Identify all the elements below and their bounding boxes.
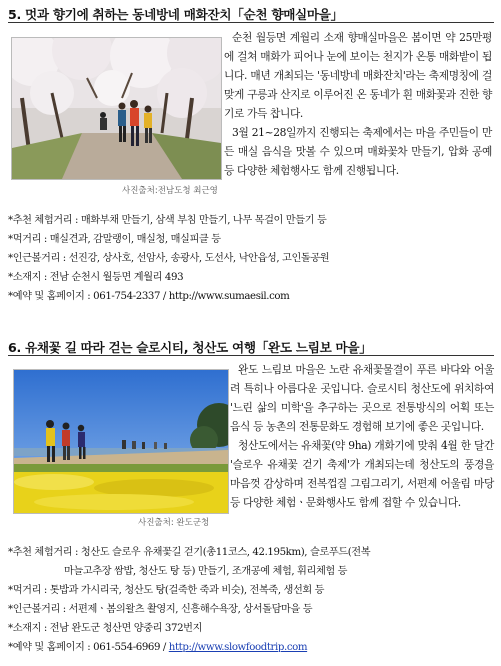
- section6-food: *먹거리 : 톳밥과 가시리국, 청산도 탕(걸죽한 죽과 비슷), 전복죽, 생선회 등: [8, 585, 325, 596]
- section6-title: 6. 유채꽃 길 따라 걷는 슬로시티, 청산도 여행「완도 느림보 마을」: [8, 340, 372, 355]
- section5-address: *소재지 : 전남 순천시 월등면 계월리 493: [8, 272, 184, 283]
- section6-contact-phone: *예약 및 홈페이지 : 061-554-6969 /: [8, 642, 169, 653]
- section6-activities: *추천 체험거리 : 청산도 슬로우 유채꽃길 걷기(총11코스, 42.195km), 슬로푸드(전복: [8, 547, 371, 558]
- rapeseed-field-illustration: [14, 370, 228, 513]
- section6-address: *소재지 : 전남 완도군 청산면 양중리 372번지: [8, 623, 203, 634]
- section5-paragraph-2: 3월 21~28일까지 진행되는 축제에서는 마을 주민들이 만든 매실 음식을 맛볼 수 있으며 매화꽃차 만들기, 압화 공예 등 다양한 체험행사도 함께 진행됩니다.: [224, 126, 492, 177]
- plum-blossom-illustration: [12, 38, 221, 179]
- section5-photo-credit: 사진출처:전남도청 최근영: [122, 186, 218, 196]
- section6-contact: [8, 638, 496, 657]
- section6-homepage-link[interactable]: http://www.slowfoodtrip.com: [168, 642, 308, 653]
- section6-photo-credit: 사진출처: 완도군청: [138, 518, 210, 528]
- rapeseed-field-photo: [13, 369, 229, 514]
- section5-paragraph-1: 순천 월등면 계월리 소재 향매실마을은 봄이면 약 25만평에 걸쳐 매화가 피어나 눈에 보이는 천지가 온통 매화밭이 됩니다. 매년 개최되는 '동네방네 매화잔치'라는 축제명칭에 걸맞게 구릉과 산지로 이루어진 온 동네가 흰 매화꽃과 진한 향기로 가득 찹니다.: [224, 31, 492, 120]
- plum-blossom-photo: [11, 37, 222, 180]
- section5-food: *먹거리 : 매실견과, 감말랭이, 매실청, 매실피클 등: [8, 234, 221, 245]
- section6-activities-continued: 마늘고추장 쌈밥, 청산도 탕 등) 만들기, 조개공예 체험, 휘리체험 등: [64, 566, 348, 577]
- section6-nearby: *인근볼거리 : 서편제ㆍ봄의왈츠 촬영지, 신흥해수욕장, 상서돌담마을 등: [8, 604, 313, 615]
- section6-paragraph-2: 청산도에서는 유채꽃(약 9ha) 개화기에 맞춰 4월 한 달간 '슬로우 유채꽃 걷기 축제'가 개최되는데 청산도의 풍경을 마음껏 감상하며 전복껍질 그림그리기, 서편제 어울림 마당 등 다양한 체험ㆍ문화행사도 함께 접할 수 있습니다.: [230, 439, 494, 509]
- section5-title-underline: [8, 22, 494, 23]
- section5-contact-phone: *예약 및 홈페이지 : 061-754-2337 /: [8, 291, 169, 302]
- section5-activities: *추천 체험거리 : 매화부채 만들기, 삼색 부침 만들기, 나무 목걸이 만들기 등: [8, 215, 327, 226]
- section6-title-underline: [8, 355, 494, 356]
- section5-contact: [8, 287, 496, 306]
- section5-nearby: *인근볼거리 : 선진강, 상사호, 선암사, 송광사, 도선사, 낙안읍성, 고인돌공원: [8, 253, 330, 264]
- section6-paragraph-1: 완도 느림보 마을은 노란 유채꽃물결이 푸른 바다와 어울려 특히나 아름다운 곳입니다. 슬로시티 청산도에 위치하여 '느린 삶의 미학'을 추구하는 곳으로 전통방식의 어획 또는 음식 등 농촌의 전통문화도 경험해 보기에 좋은 곳입니다.: [230, 363, 494, 433]
- section5-title: 5. 멋과 향기에 취하는 동네방네 매화잔치「순천 향매실마을」: [8, 7, 343, 22]
- section6-info-list: [8, 543, 496, 657]
- section5-homepage-text: http://www.sumaesil.com: [168, 291, 290, 302]
- section5-description: [224, 28, 492, 180]
- section5-info-list: [8, 211, 496, 306]
- section6-description: [230, 360, 494, 512]
